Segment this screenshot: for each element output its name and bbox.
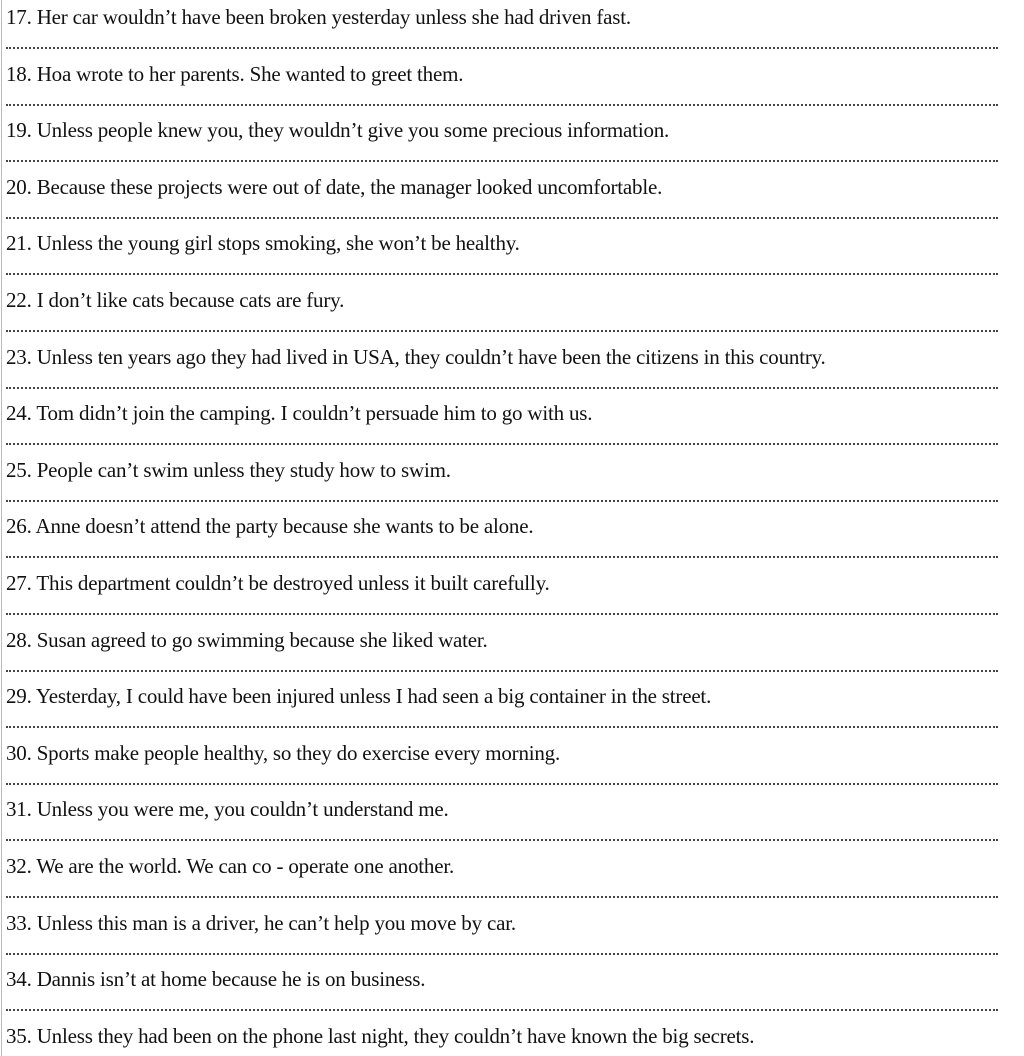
exercise-item [0,0,1024,57]
exercise-item [0,57,1024,114]
exercise-item [0,849,1024,906]
exercise-text: 22. I don’t like cats because cats are fury. [6,287,345,312]
exercise-item [0,736,1024,793]
answer-line[interactable] [6,500,998,502]
exercise-item [0,453,1024,510]
exercise-text: 19. Unless people knew you, they wouldn’t give you some precious information. [6,118,670,143]
answer-line[interactable] [6,726,998,728]
answer-line[interactable] [6,556,998,558]
answer-line[interactable] [6,670,998,672]
exercise-text: 30. Sports make people healthy, so they do exercise every morning. [6,740,561,765]
exercise-text: 29. Yesterday, I could have been injured unless I had seen a big container in the street. [6,684,712,709]
exercise-item [0,679,1024,736]
exercise-text: 18. Hoa wrote to her parents. She wanted to greet them. [6,61,464,86]
answer-line[interactable] [6,613,998,615]
answer-line[interactable] [6,839,998,841]
answer-line[interactable] [6,783,998,785]
exercise-item [0,1019,1024,1056]
exercise-item [0,340,1024,397]
exercise-item [0,509,1024,566]
answer-line[interactable] [6,953,998,955]
answer-line[interactable] [6,896,998,898]
exercise-text: 35. Unless they had been on the phone last night, they couldn’t have known the big secrets. [6,1023,755,1048]
answer-line[interactable] [6,104,998,106]
exercise-text: 27. This department couldn’t be destroyed unless it built carefully. [6,570,550,595]
exercise-text: 24. Tom didn’t join the camping. I couldn’t persuade him to go with us. [6,401,593,426]
exercise-text: 21. Unless the young girl stops smoking, she won’t be healthy. [6,231,520,256]
exercise-item [0,226,1024,283]
exercise-item [0,396,1024,453]
answer-line[interactable] [6,330,998,332]
answer-line[interactable] [6,47,998,49]
exercise-text: 33. Unless this man is a driver, he can’t help you move by car. [6,910,516,935]
exercise-text: 17. Her car wouldn’t have been broken yesterday unless she had driven fast. [6,5,631,29]
answer-line[interactable] [6,160,998,162]
answer-line[interactable] [6,443,998,445]
exercise-text: 20. Because these projects were out of date, the manager looked uncomfortable. [6,174,663,199]
exercise-item [0,962,1024,1019]
exercise-item [0,906,1024,963]
exercise-item [0,792,1024,849]
answer-line[interactable] [6,273,998,275]
exercise-text: 26. Anne doesn’t attend the party because she wants to be alone. [6,514,534,539]
exercise-text: 34. Dannis isn’t at home because he is on business. [6,967,426,992]
exercise-text: 28. Susan agreed to go swimming because she liked water. [6,627,488,652]
answer-line[interactable] [6,1009,998,1011]
exercise-item [0,566,1024,623]
exercise-text: 31. Unless you were me, you couldn’t understand me. [6,797,449,822]
exercise-text: 32. We are the world. We can co - operate one another. [6,853,455,878]
answer-line[interactable] [6,217,998,219]
exercise-text: 25. People can’t swim unless they study how to swim. [6,457,451,482]
exercise-item [0,113,1024,170]
exercise-text: 23. Unless ten years ago they had lived in USA, they couldn’t have been the citizens in this country. [6,344,826,369]
exercise-item [0,283,1024,340]
exercise-item [0,623,1024,680]
answer-line[interactable] [6,387,998,389]
exercise-item [0,170,1024,227]
